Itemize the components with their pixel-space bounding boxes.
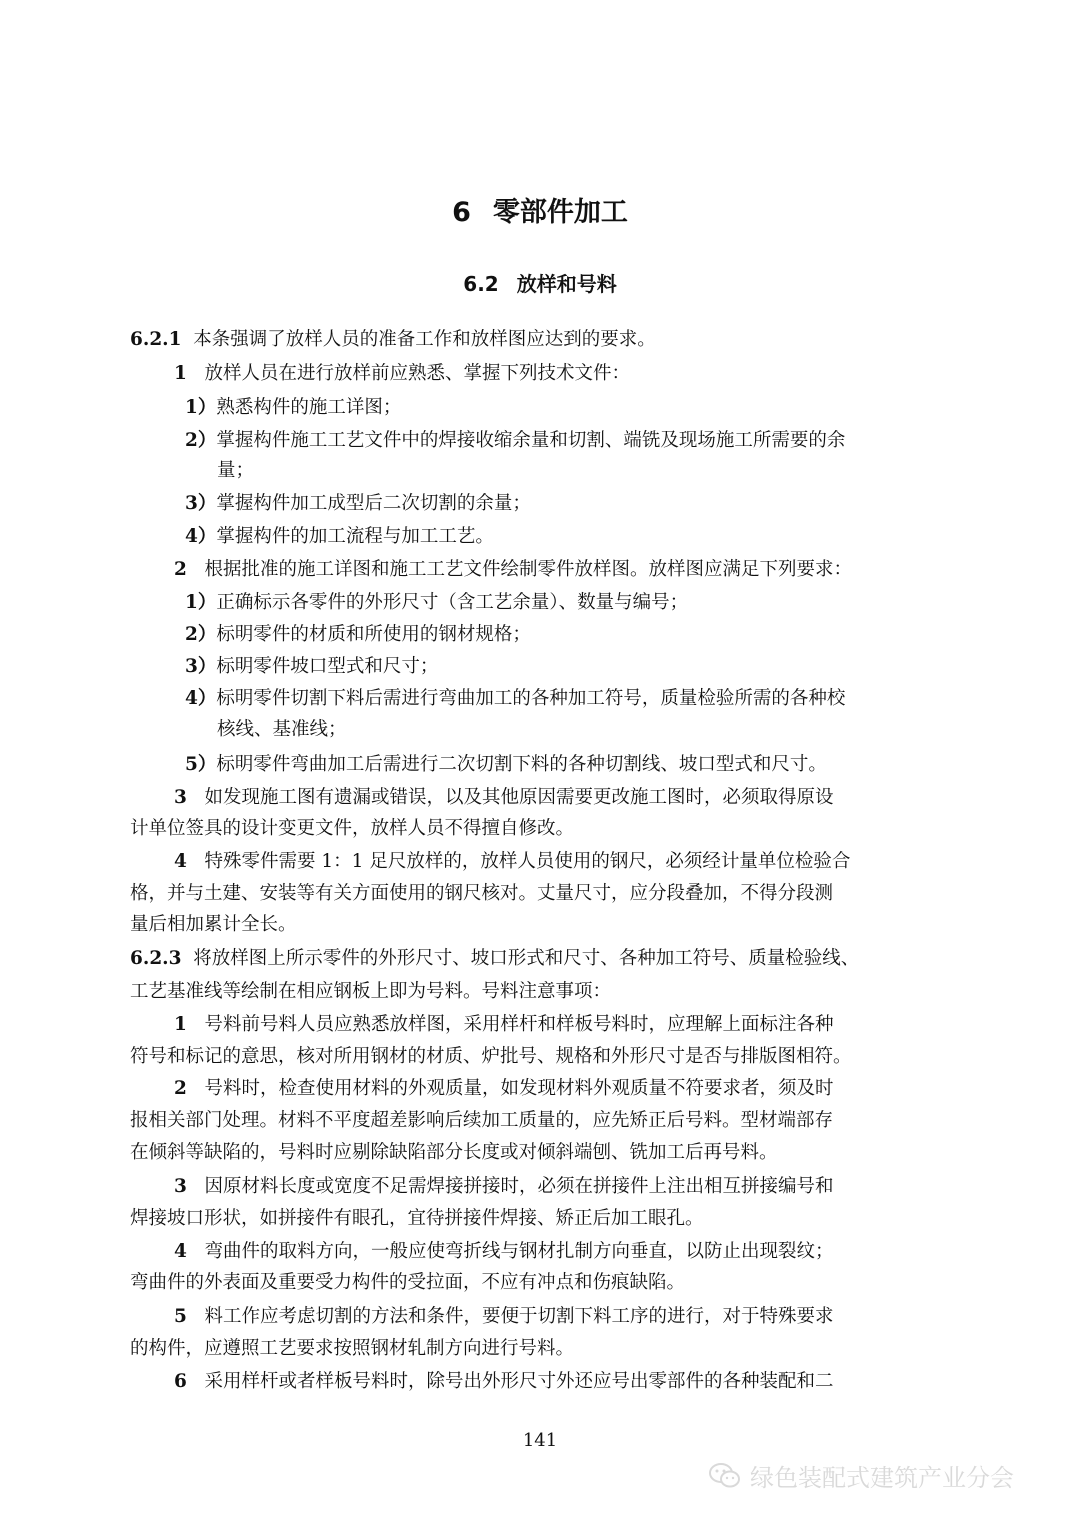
item-continuation (130, 1044, 852, 1070)
item-text: 报相关部门处理。材料不平度超差影响后续加工质量的，应先矫正后号料。型材端部存 (130, 1110, 834, 1131)
item-text: 弯曲件的外表面及重要受力构件的受拉面，不应有冲点和伤痕缺陷。 (130, 1272, 686, 1293)
chapter-title (0, 190, 1080, 229)
item-continuation (130, 1270, 685, 1296)
subitem-line (185, 752, 827, 778)
subitem-number: 2） (185, 430, 217, 451)
item-text: 号料时，检查使用材料的外观质量，如发现材料外观质量不符要求者，须及时 (204, 1078, 834, 1099)
subitem-number: 1） (185, 397, 217, 418)
subitem-number: 3） (185, 656, 217, 677)
chapter-number: 6 (452, 197, 471, 228)
section-title-text: 放样和号料 (516, 272, 617, 296)
item-number: 4 (174, 1241, 187, 1262)
clause-line (130, 327, 656, 353)
item-number: 1 (174, 363, 187, 384)
item-line (174, 1076, 834, 1102)
subitem-line (185, 622, 531, 648)
subitem-text: 掌握构件施工工艺文件中的焊接收缩余量和切割、端铣及现场施工所需要的余 (216, 430, 846, 451)
item-line (174, 785, 834, 811)
item-line (174, 1369, 834, 1395)
clause-text: 本条强调了放样人员的准备工作和放样图应达到的要求。 (193, 329, 656, 350)
item-text: 符号和标记的意思，核对所用钢材的材质、炉批号、规格和外形尺寸是否与排版图相符。 (130, 1046, 852, 1067)
subitem-line (185, 686, 845, 712)
subitem-text: 核线、基准线； (217, 719, 347, 740)
item-continuation (130, 1108, 833, 1134)
subitem-number: 4） (185, 526, 217, 547)
subitem-text: 掌握构件加工成型后二次切割的余量； (216, 493, 531, 514)
item-number: 2 (174, 1078, 187, 1099)
subitem-text: 量； (217, 460, 255, 481)
subitem-number: 1） (185, 592, 217, 613)
clause-text: 将放样图上所示零件的外形尺寸、坡口形式和尺寸、各种加工符号、质量检验线、 (193, 948, 860, 969)
item-text: 根据批准的施工详图和施工工艺文件绘制零件放样图。放样图应满足下列要求： (204, 559, 853, 580)
item-continuation (130, 1336, 574, 1362)
item-text: 放样人员在进行放样前应熟悉、掌握下列技术文件： (204, 363, 631, 384)
subitem-number: 2） (185, 624, 217, 645)
item-text: 如发现施工图有遗漏或错误，以及其他原因需要更改施工图时，必须取得原设 (204, 787, 834, 808)
subitem-continuation (217, 458, 254, 484)
subitem-text: 标明零件切割下料后需进行弯曲加工的各种加工符号，质量检验所需的各种校 (216, 688, 846, 709)
clause-line (130, 946, 859, 972)
clause-continuation (130, 979, 611, 1005)
subitem-text: 标明零件的材质和所使用的钢材规格； (216, 624, 531, 645)
subitem-text: 标明零件坡口型式和尺寸； (216, 656, 439, 677)
item-text: 在倾斜等缺陷的，号料时应剔除缺陷部分长度或对倾斜端刨、铣加工后再号料。 (130, 1142, 778, 1163)
item-number: 1 (174, 1014, 187, 1035)
item-number: 4 (174, 851, 187, 872)
item-line (174, 849, 850, 875)
subitem-line (185, 524, 494, 550)
item-text: 的构件，应遵照工艺要求按照钢材轧制方向进行号料。 (130, 1338, 575, 1359)
item-text: 量后相加累计全长。 (130, 914, 297, 935)
subitem-line (185, 428, 845, 454)
subitem-line (185, 395, 401, 421)
chapter-title-text: 零部件加工 (492, 197, 628, 228)
section-number: 6.2 (463, 272, 499, 296)
item-continuation (130, 912, 297, 938)
subitem-number: 5） (185, 754, 217, 775)
item-text: 因原材料长度或宽度不足需焊接拼接时，必须在拼接件上注出相互拼接编号和 (204, 1176, 834, 1197)
subitem-line (185, 654, 438, 680)
item-number: 5 (174, 1306, 187, 1327)
item-continuation (130, 1140, 778, 1166)
item-number: 6 (174, 1371, 187, 1392)
subitem-text: 正确标示各零件的外形尺寸（含工艺余量）、数量与编号； (216, 592, 689, 613)
clause-text: 工艺基准线等绘制在相应钢板上即为号料。号料注意事项： (130, 981, 612, 1002)
subitem-text: 熟悉构件的施工详图； (216, 397, 402, 418)
subitem-text: 掌握构件的加工流程与加工工艺。 (216, 526, 494, 547)
item-line (174, 1239, 834, 1265)
watermark (708, 1458, 1014, 1493)
subitem-text: 标明零件弯曲加工后需进行二次切割下料的各种切割线、坡口型式和尺寸。 (216, 754, 827, 775)
subitem-continuation (217, 717, 347, 743)
item-text: 弯曲件的取料方向，一般应使弯折线与钢材扎制方向垂直，以防止出现裂纹； (204, 1241, 834, 1262)
clause-number: 6.2.3 (130, 948, 182, 969)
subitem-line (185, 590, 688, 616)
item-text: 料工作应考虑切割的方法和条件，要便于切割下料工序的进行，对于特殊要求 (204, 1306, 834, 1327)
item-continuation (130, 1206, 704, 1232)
item-line (174, 361, 630, 387)
subitem-number: 3） (185, 493, 217, 514)
item-continuation (130, 881, 833, 907)
item-line (174, 1304, 834, 1330)
item-line (174, 557, 852, 583)
item-number: 2 (174, 559, 187, 580)
item-text: 特殊零件需要 1：1 足尺放样的，放样人员使用的钢尺，必须经计量单位检验合 (204, 851, 851, 872)
item-text: 号料前号料人员应熟悉放样图，采用样杆和样板号料时，应理解上面标注各种 (204, 1014, 834, 1035)
item-text: 计单位签具的设计变更文件，放样人员不得擅自修改。 (130, 818, 575, 839)
item-text: 格，并与土建、安装等有关方面使用的钢尺核对。丈量尺寸，应分段叠加，不得分段测 (130, 883, 834, 904)
clause-number: 6.2.1 (130, 329, 182, 350)
item-line (174, 1174, 834, 1200)
item-number: 3 (174, 787, 187, 808)
subitem-number: 4） (185, 688, 217, 709)
watermark-text: 绿色装配式建筑产业分会 (750, 1464, 1014, 1492)
item-number: 3 (174, 1176, 187, 1197)
item-line (174, 1012, 834, 1038)
subitem-line (185, 491, 531, 517)
wechat-icon (708, 1462, 742, 1490)
page-number: 141 (522, 1430, 558, 1451)
section-title (0, 268, 1080, 297)
item-text: 采用样杆或者样板号料时，除号出外形尺寸外还应号出零部件的各种装配和二 (204, 1371, 834, 1392)
item-text: 焊接坡口形状，如拼接件有眼孔，宜待拼接件焊接、矫正后加工眼孔。 (130, 1208, 704, 1229)
item-continuation (130, 816, 574, 842)
